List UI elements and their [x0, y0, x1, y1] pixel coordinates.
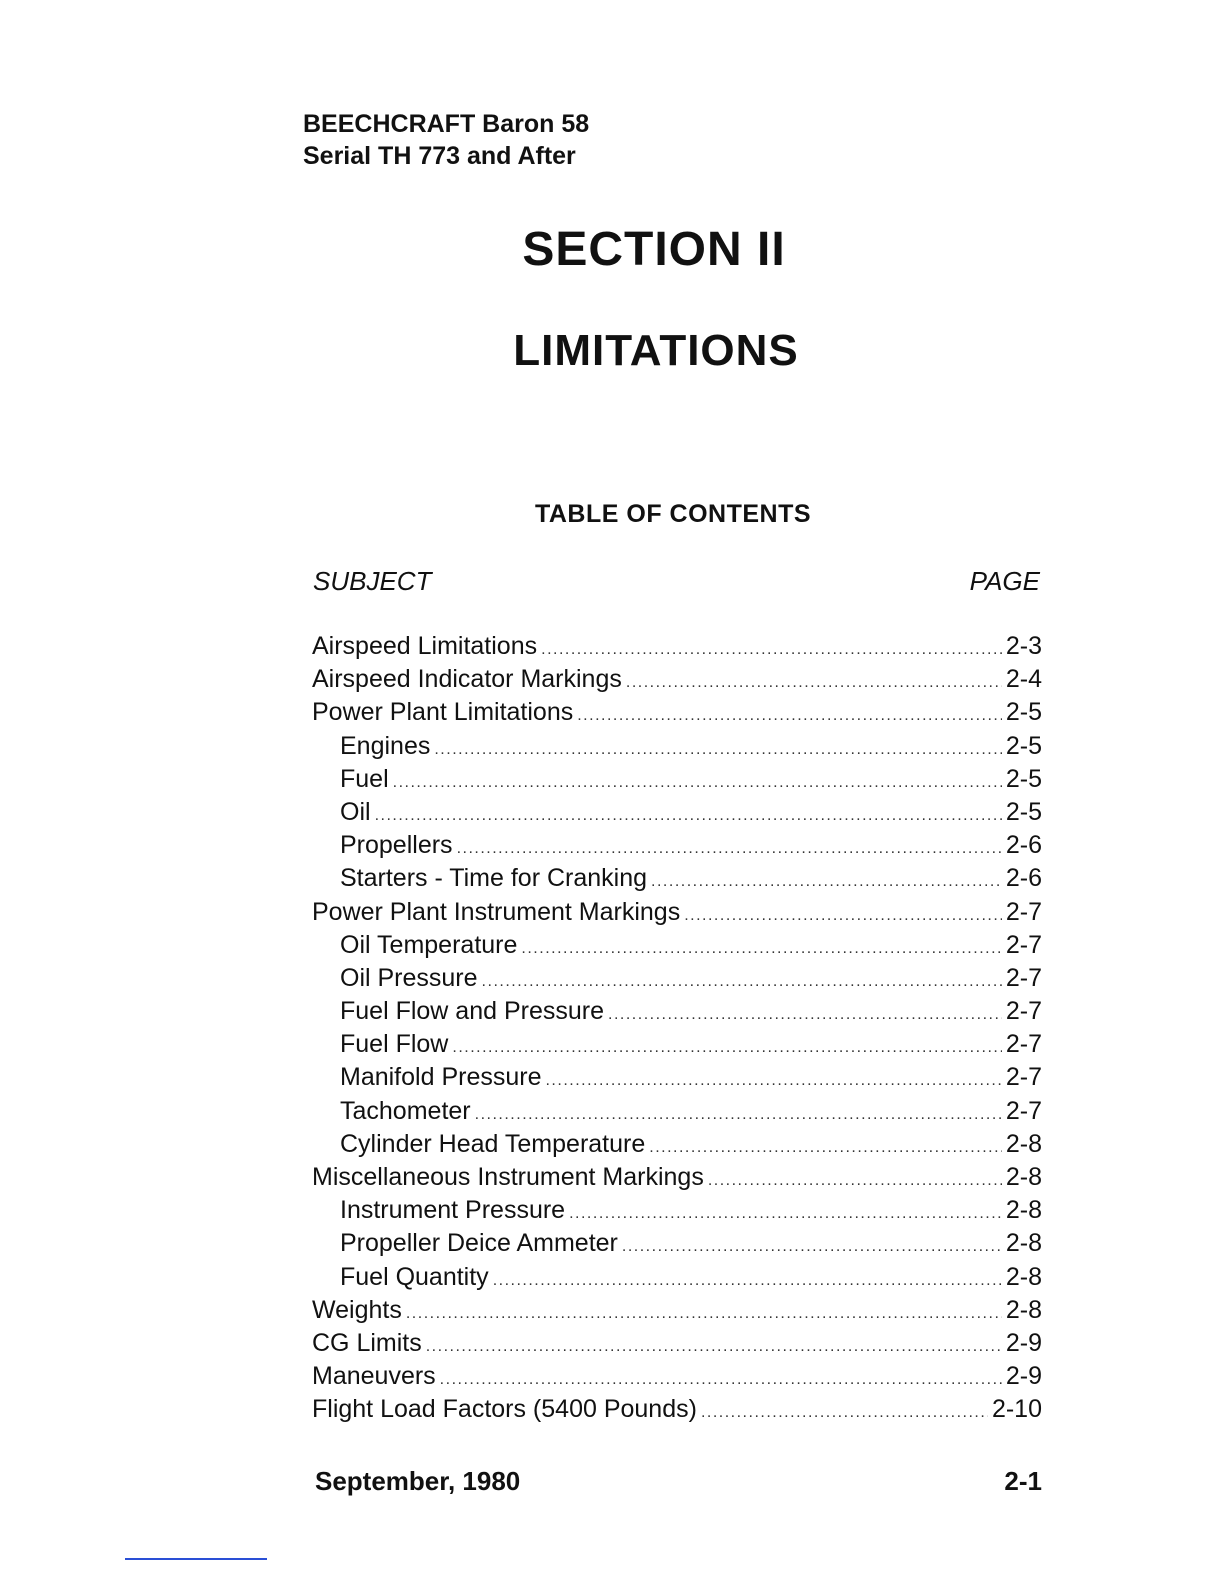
toc-entry-label: CG Limits: [312, 1328, 422, 1357]
toc-entry-label: Manifold Pressure: [340, 1063, 542, 1092]
toc-entry-label: Starters - Time for Cranking: [340, 864, 648, 893]
dot-leader: [622, 1238, 1002, 1256]
dot-leader: [649, 1139, 1002, 1157]
toc-entry-page: 2-5: [1005, 764, 1042, 793]
dot-leader: [475, 1106, 1002, 1124]
dot-leader: [426, 1338, 1002, 1356]
toc-entry-fuel-flow-and-pressure[interactable]: [312, 997, 1042, 1030]
dot-leader: [569, 1205, 1002, 1223]
toc-entry-instrument-pressure[interactable]: [312, 1196, 1042, 1229]
toc-entry-cylinder-head-temperature[interactable]: [312, 1130, 1042, 1163]
dot-leader: [375, 807, 1002, 825]
toc-entry-page: 2-7: [1005, 997, 1042, 1026]
toc-entry-airspeed-indicator-markings[interactable]: [312, 665, 1042, 698]
toc-subject-header: SUBJECT: [313, 566, 432, 596]
toc-entry-label: Propeller Deice Ammeter: [340, 1229, 618, 1258]
dot-leader: [577, 707, 1002, 725]
toc-entry-fuel-quantity[interactable]: [312, 1263, 1042, 1296]
toc-entry-label: Oil Pressure: [340, 963, 478, 992]
toc-entry-power-plant-instrument-markings[interactable]: [312, 898, 1042, 931]
toc-entry-label: Fuel Quantity: [340, 1262, 489, 1291]
toc-entry-airspeed-limitations[interactable]: [312, 632, 1042, 665]
toc-entry-page: 2-6: [1005, 831, 1042, 860]
toc-entry-manifold-pressure[interactable]: [312, 1063, 1042, 1096]
toc-entry-label: Weights: [312, 1295, 402, 1324]
toc-list: [312, 632, 1042, 1429]
toc-entry-engines[interactable]: [312, 732, 1042, 765]
dot-leader: [493, 1272, 1002, 1290]
toc-entry-oil-pressure[interactable]: [312, 964, 1042, 997]
toc-entry-label: Fuel Flow: [340, 1030, 449, 1059]
toc-title: TABLE OF CONTENTS: [534, 500, 812, 528]
dot-leader: [626, 674, 1002, 692]
toc-entry-label: Power Plant Instrument Markings: [312, 897, 681, 926]
dot-leader: [440, 1371, 1002, 1389]
toc-entry-label: Propellers: [340, 831, 453, 860]
toc-entry-label: Flight Load Factors (5400 Pounds): [312, 1395, 697, 1424]
toc-entry-label: Miscellaneous Instrument Markings: [312, 1163, 704, 1191]
toc-entry-tachometer[interactable]: [312, 1097, 1042, 1130]
dot-leader: [545, 1072, 1001, 1090]
toc-entry-label: Airspeed Limitations: [312, 632, 538, 660]
toc-entry-label: Oil Temperature: [340, 930, 518, 959]
toc-entry-page: 2-8: [1005, 1163, 1042, 1191]
toc-entry-label: Maneuvers: [312, 1362, 436, 1391]
footnote-rule: [125, 1558, 267, 1560]
dot-leader: [541, 641, 1002, 659]
toc-entry-label: Fuel Flow and Pressure: [340, 997, 605, 1026]
dot-leader: [393, 774, 1002, 792]
section-subtitle: LIMITATIONS: [513, 326, 799, 375]
toc-entry-label: Instrument Pressure: [340, 1196, 566, 1225]
toc-entry-page: 2-8: [1005, 1196, 1042, 1225]
toc-entry-page: 2-9: [1005, 1362, 1042, 1391]
dot-leader: [452, 1039, 1001, 1057]
dot-leader: [521, 940, 1001, 958]
toc-entry-page: 2-3: [1005, 632, 1042, 660]
toc-entry-label: Airspeed Indicator Markings: [312, 665, 622, 694]
toc-entry-page: 2-5: [1005, 731, 1042, 760]
header-serial: Serial TH 773 and After: [303, 142, 576, 170]
footer-date: September, 1980: [315, 1466, 521, 1496]
toc-entry-maneuvers[interactable]: [312, 1362, 1042, 1395]
toc-entry-page: 2-7: [1005, 1030, 1042, 1059]
toc-entry-label: Cylinder Head Temperature: [340, 1129, 646, 1158]
toc-entry-propeller-deice-ammeter[interactable]: [312, 1229, 1042, 1262]
toc-entry-page: 2-5: [1005, 797, 1042, 826]
toc-entry-cg-limits[interactable]: [312, 1329, 1042, 1362]
toc-entry-fuel-flow[interactable]: [312, 1030, 1042, 1063]
toc-entry-page: 2-4: [1005, 665, 1042, 694]
toc-entry-flight-load-factors[interactable]: [312, 1395, 1042, 1428]
toc-entry-page: 2-8: [1005, 1262, 1042, 1291]
toc-entry-oil[interactable]: [312, 798, 1042, 831]
footer-page-number: 2-1: [1004, 1466, 1042, 1496]
toc-entry-label: Engines: [340, 731, 431, 760]
toc-entry-propellers[interactable]: [312, 831, 1042, 864]
toc-entry-fuel[interactable]: [312, 765, 1042, 798]
dot-leader: [406, 1305, 1002, 1323]
toc-entry-page: 2-8: [1005, 1295, 1042, 1324]
toc-entry-weights[interactable]: [312, 1296, 1042, 1329]
toc-entry-page: 2-9: [1005, 1328, 1042, 1357]
dot-leader: [708, 1172, 1002, 1190]
toc-entry-page: 2-7: [1005, 930, 1042, 959]
header-aircraft: BEECHCRAFT Baron 58: [303, 110, 590, 138]
toc-entry-miscellaneous-instrument-markings[interactable]: [312, 1163, 1042, 1196]
toc-entry-oil-temperature[interactable]: [312, 931, 1042, 964]
dot-leader: [608, 1006, 1002, 1024]
section-title: SECTION II: [522, 223, 786, 276]
dot-leader: [651, 873, 1002, 891]
dot-leader: [434, 741, 1002, 759]
toc-entry-page: 2-7: [1005, 1096, 1042, 1125]
toc-entry-page: 2-8: [1005, 1229, 1042, 1258]
document-header: [303, 108, 589, 172]
toc-entry-label: Tachometer: [340, 1096, 471, 1125]
toc-entry-page: 2-7: [1005, 963, 1042, 992]
toc-entry-label: Oil: [340, 797, 371, 826]
toc-entry-page: 2-10: [991, 1395, 1042, 1424]
dot-leader: [482, 973, 1002, 991]
toc-entry-power-plant-limitations[interactable]: [312, 698, 1042, 731]
toc-page-header: PAGE: [969, 566, 1040, 596]
toc-entry-page: 2-8: [1005, 1129, 1042, 1158]
toc-entry-label: Power Plant Limitations: [312, 698, 574, 727]
dot-leader: [684, 907, 1002, 925]
toc-entry-page: 2-5: [1005, 698, 1042, 727]
dot-leader: [701, 1404, 988, 1422]
toc-entry-page: 2-6: [1005, 864, 1042, 893]
toc-entry-label: Fuel: [340, 764, 389, 793]
toc-entry-starters[interactable]: [312, 864, 1042, 897]
dot-leader: [457, 840, 1002, 858]
toc-entry-page: 2-7: [1005, 1063, 1042, 1092]
toc-entry-page: 2-7: [1005, 897, 1042, 926]
